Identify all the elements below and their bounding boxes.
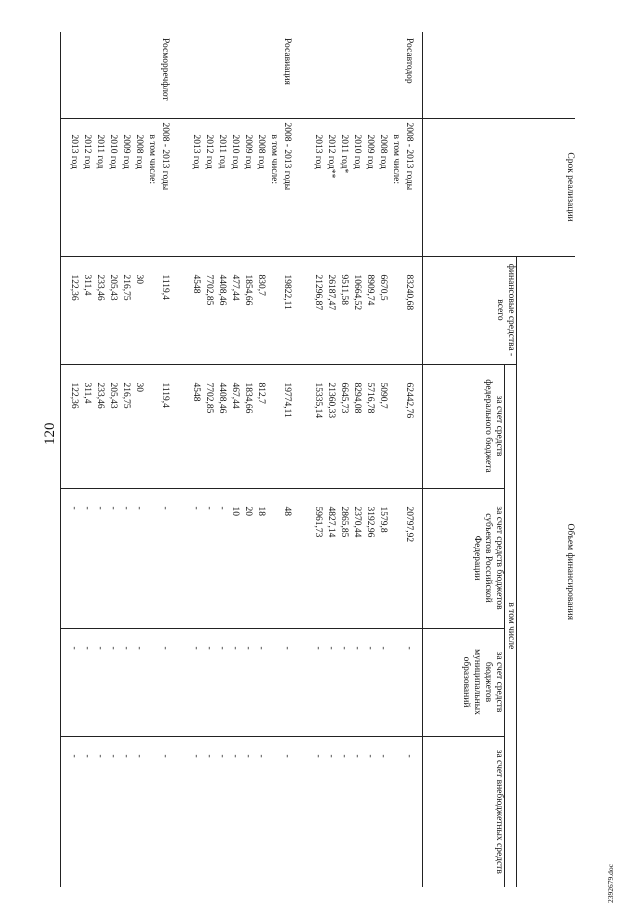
federal-value: 205,43 <box>108 382 118 409</box>
period-value: в том числе: <box>391 134 401 185</box>
municipal-value: - <box>95 646 105 650</box>
total-value: 1854,66 <box>243 274 253 306</box>
regional-value: - <box>121 506 131 510</box>
period-value: 2009 год <box>365 134 375 169</box>
federal-value: 812,7 <box>256 382 266 404</box>
header-volume: Объем финансирования <box>517 256 575 887</box>
extra-value: - <box>108 754 118 758</box>
header-period: Срок реализации <box>423 118 575 256</box>
municipal-value: - <box>365 646 375 650</box>
regional-value: 4827,14 <box>326 506 336 538</box>
municipal-value: - <box>404 646 414 650</box>
total-value <box>145 261 158 360</box>
total-value: 233,46 <box>95 274 105 301</box>
extra-value: - <box>191 754 201 758</box>
period-value: в том числе: <box>147 134 157 185</box>
regional-value: 2370,44 <box>352 506 362 538</box>
federal-cell <box>67 364 171 488</box>
extra-value: - <box>82 754 92 758</box>
municipal-value: - <box>282 646 292 650</box>
federal-value <box>267 369 280 484</box>
total-value <box>389 261 402 360</box>
regional-value: 20 <box>243 506 253 516</box>
total-value: 8909,74 <box>365 274 375 306</box>
municipal-value: - <box>69 646 79 650</box>
federal-value: 216,75 <box>121 382 131 409</box>
federal-value: 122,36 <box>69 382 79 409</box>
federal-value: 4408,46 <box>217 382 227 414</box>
period-value: 2008 год <box>134 134 144 169</box>
header-municipal: за счет средств бюджетов муниципальных образований <box>423 628 505 736</box>
federal-value: 30 <box>134 382 144 392</box>
regional-value: - <box>69 506 79 510</box>
period-value: 2012 год <box>82 134 92 169</box>
federal-value: 21360,33 <box>326 382 336 419</box>
total-value: 216,75 <box>121 274 131 301</box>
municipal-value <box>267 633 280 732</box>
municipal-value <box>145 633 158 732</box>
header-federal: за счет средств федерального бюджета <box>423 364 505 488</box>
regional-value: - <box>82 506 92 510</box>
total-value: 30 <box>134 274 144 284</box>
extra-value: - <box>365 754 375 758</box>
total-value: 19822,11 <box>282 274 292 310</box>
period-value: 2009 год <box>243 134 253 169</box>
total-value: 311,4 <box>82 274 92 296</box>
federal-cell <box>311 364 415 488</box>
period-value: 2008 - 2013 годы <box>404 122 414 191</box>
municipal-cell <box>311 628 415 736</box>
municipal-value: - <box>326 646 336 650</box>
municipal-value: - <box>217 646 227 650</box>
municipal-value: - <box>204 646 214 650</box>
page-number: 120 <box>42 422 58 445</box>
municipal-value: - <box>256 646 266 650</box>
federal-value <box>389 369 402 484</box>
total-value: 26187,47 <box>326 274 336 311</box>
extra-value: - <box>282 754 292 758</box>
extra-value: - <box>243 754 253 758</box>
regional-value <box>389 493 402 624</box>
period-value: 2011 год <box>95 134 105 169</box>
federal-value: 311,4 <box>82 382 92 404</box>
regional-value: - <box>160 506 170 510</box>
total-value: 4548 <box>191 274 201 294</box>
header-extra: за счет внебюджетных средств <box>423 736 505 887</box>
header-total: финансовые средства - всего <box>423 256 517 364</box>
rotated-table-wrapper <box>60 32 575 887</box>
period-value: 2008 год <box>256 134 266 169</box>
extra-value: - <box>69 754 79 758</box>
regional-value <box>267 493 280 624</box>
municipal-value: - <box>352 646 362 650</box>
federal-value: 62442,76 <box>404 382 414 419</box>
agency-name: Росавтодор <box>404 38 414 84</box>
regional-value: - <box>134 506 144 510</box>
municipal-value <box>389 633 402 732</box>
regional-value: - <box>204 506 214 510</box>
federal-value: 1834,66 <box>243 382 253 414</box>
regional-value: 3192,96 <box>365 506 375 538</box>
municipal-cell <box>67 628 171 736</box>
municipal-value: - <box>121 646 131 650</box>
total-value: 1119,4 <box>160 274 170 300</box>
period-value: 2008 - 2013 годы <box>282 122 292 191</box>
municipal-value: - <box>230 646 240 650</box>
extra-cell <box>189 736 293 887</box>
extra-value: - <box>217 754 227 758</box>
federal-value: 8294,08 <box>352 382 362 414</box>
period-value: 2013 год <box>191 134 201 169</box>
agency-name: Росавиация <box>282 38 292 85</box>
extra-cell <box>311 736 415 887</box>
extra-value: - <box>313 754 323 758</box>
extra-value: - <box>326 754 336 758</box>
federal-value: 5716,78 <box>365 382 375 414</box>
period-value: 2012 год <box>204 134 214 169</box>
extra-value: - <box>95 754 105 758</box>
header-empty <box>423 32 575 118</box>
document-id: 2392679.doc <box>606 864 615 903</box>
header-regional: за счет средств бюджетов субъектов Российской Федерации <box>423 488 505 628</box>
regional-cell <box>311 488 415 628</box>
regional-value: - <box>95 506 105 510</box>
extra-value: - <box>404 754 414 758</box>
table-row <box>67 32 171 887</box>
extra-value: - <box>121 754 131 758</box>
period-cell <box>189 118 293 256</box>
total-value: 122,36 <box>69 274 79 301</box>
municipal-value: - <box>339 646 349 650</box>
table-body <box>61 32 423 887</box>
regional-value: 2865,85 <box>339 506 349 538</box>
total-cell <box>311 256 415 364</box>
period-value: в том числе: <box>269 134 279 185</box>
regional-value: 10 <box>230 506 240 516</box>
federal-value: 1119,4 <box>160 382 170 408</box>
regional-value: 5961,73 <box>313 506 323 538</box>
federal-value: 5090,7 <box>378 382 388 409</box>
regional-value <box>145 493 158 624</box>
period-value: 2010 год <box>108 134 118 169</box>
federal-value: 6645,73 <box>339 382 349 414</box>
extra-value: - <box>378 754 388 758</box>
total-value: 9511,58 <box>339 274 349 306</box>
total-value: 205,43 <box>108 274 118 301</box>
period-value: 2010 год <box>230 134 240 169</box>
municipal-value: - <box>82 646 92 650</box>
municipal-value: - <box>191 646 201 650</box>
total-cell <box>67 256 171 364</box>
extra-value: - <box>352 754 362 758</box>
regional-cell <box>67 488 171 628</box>
federal-value: 4548 <box>191 382 201 402</box>
regional-value: 48 <box>282 506 292 516</box>
total-value: 830,7 <box>256 274 266 296</box>
municipal-value: - <box>160 646 170 650</box>
period-value: 2008 год <box>378 134 388 169</box>
municipal-value: - <box>134 646 144 650</box>
total-value: 6670,5 <box>378 274 388 301</box>
extra-value: - <box>230 754 240 758</box>
extra-value: - <box>134 754 144 758</box>
federal-value <box>145 369 158 484</box>
total-value: 4408,46 <box>217 274 227 306</box>
period-value: 2011 год <box>217 134 227 169</box>
total-value: 83240,68 <box>404 274 414 311</box>
extra-value: - <box>160 754 170 758</box>
financing-table <box>61 32 576 887</box>
extra-value: - <box>256 754 266 758</box>
total-value: 477,44 <box>230 274 240 301</box>
period-value: 2008 - 2013 годы <box>160 122 170 191</box>
header-in-that: в том числе <box>505 364 517 887</box>
agency-name: Росморречфлот <box>160 38 170 101</box>
total-cell <box>189 256 293 364</box>
federal-value: 7702,85 <box>204 382 214 414</box>
municipal-cell <box>189 628 293 736</box>
regional-value: 1579,8 <box>378 506 388 533</box>
extra-value <box>389 741 402 884</box>
period-cell <box>67 118 171 256</box>
total-value <box>267 261 280 360</box>
regional-value: - <box>191 506 201 510</box>
period-value: 2011 год* <box>339 134 349 174</box>
table-row <box>311 32 415 887</box>
period-value: 2010 год <box>352 134 362 169</box>
federal-value: 467,44 <box>230 382 240 409</box>
period-cell <box>311 118 415 256</box>
federal-value: 19774,11 <box>282 382 292 418</box>
municipal-value: - <box>313 646 323 650</box>
regional-value: - <box>217 506 227 510</box>
municipal-value: - <box>243 646 253 650</box>
total-value: 7702,85 <box>204 274 214 306</box>
extra-value: - <box>204 754 214 758</box>
federal-value: 233,46 <box>95 382 105 409</box>
extra-value <box>267 741 280 884</box>
extra-value <box>145 741 158 884</box>
period-value: 2013 год <box>69 134 79 169</box>
regional-value: 18 <box>256 506 266 516</box>
total-value: 10664,52 <box>352 274 362 311</box>
federal-value: 15335,14 <box>313 382 323 419</box>
regional-value: - <box>108 506 118 510</box>
total-value: 21296,87 <box>313 274 323 311</box>
table-row <box>189 32 293 887</box>
municipal-value: - <box>108 646 118 650</box>
extra-value: - <box>339 754 349 758</box>
period-value: 2012 год** <box>326 134 336 179</box>
period-value: 2013 год <box>313 134 323 169</box>
extra-cell <box>67 736 171 887</box>
municipal-value: - <box>378 646 388 650</box>
regional-value: 20797,92 <box>404 506 414 543</box>
regional-cell <box>189 488 293 628</box>
period-value: 2009 год <box>121 134 131 169</box>
federal-cell <box>189 364 293 488</box>
